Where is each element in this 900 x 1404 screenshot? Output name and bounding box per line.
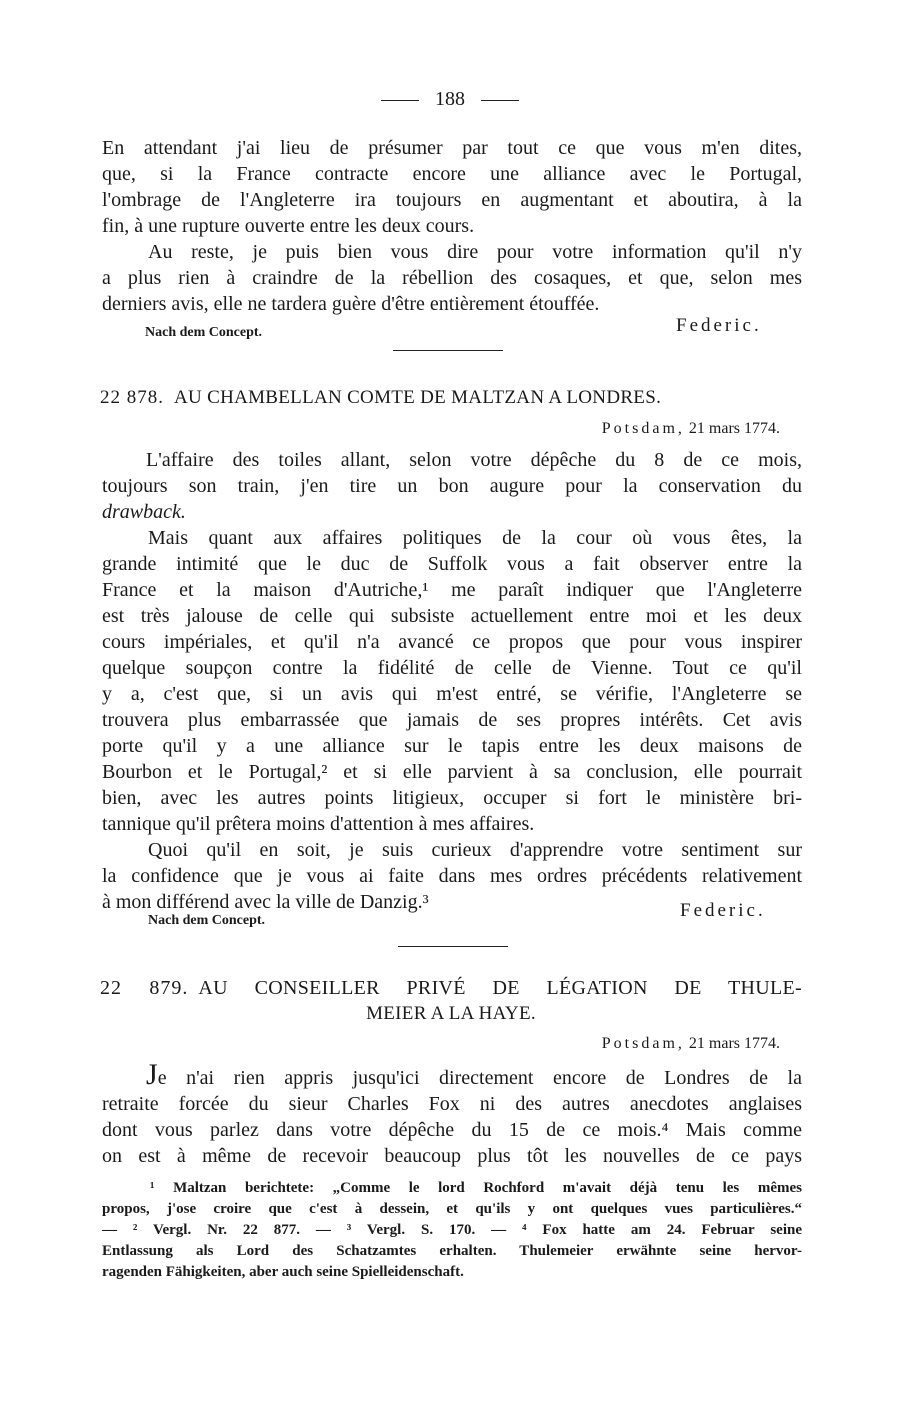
date-text: 21 mars 1774. xyxy=(688,1035,780,1052)
letter-heading: AU CONSEILLER PRIVÉ DE LÉGATION DE THULE- xyxy=(198,977,802,999)
text-line: l'ombrage de l'Angleterre ira toujours en augmentant et aboutira, à la xyxy=(102,189,802,211)
section-divider xyxy=(398,946,508,947)
page-header xyxy=(0,88,900,111)
dateline xyxy=(602,420,780,438)
text-line: France et la maison d'Autriche,¹ me paraît indiquer que l'Angleterre xyxy=(102,579,802,601)
text-line: derniers avis, elle ne tardera guère d'être entièrement étouffée. xyxy=(102,293,600,315)
text-line: cours impériales, et qu'il n'a avancé ce propos que pour vous inspirer xyxy=(102,631,802,653)
italic-term: drawback. xyxy=(102,501,186,523)
text-line: retraite forcée du sieur Charles Fox ni des autres anecdotes anglaises xyxy=(102,1093,802,1115)
text-line: quelque soupçon contre la fidélité de celle de Vienne. Tout ce qu'il xyxy=(102,657,802,679)
letter-heading-line2: MEIER A LA HAYE. xyxy=(366,1003,536,1024)
text-line: Mais quant aux affaires politiques de la cour où vous êtes, la xyxy=(148,527,802,549)
text-line: est très jalouse de celle qui subsiste actuellement entre moi et les deux xyxy=(102,605,802,627)
letter-title xyxy=(100,385,802,410)
text-line: la confidence que je vous ai faite dans mes ordres précédents relativement xyxy=(102,865,802,887)
footnote-line: Entlassung als Lord des Schatzamtes erhalten. Thulemeier erwähnte seine hervor- xyxy=(102,1243,802,1259)
text-line: En attendant j'ai lieu de présumer par tout ce que vous m'en dites, xyxy=(102,137,802,159)
text-line xyxy=(102,499,802,525)
signature: Federic. xyxy=(680,900,766,921)
header-dash-right xyxy=(481,100,519,101)
text-line: fin, à une rupture ouverte entre les deux cours. xyxy=(102,215,475,237)
dateline xyxy=(602,1035,780,1053)
title-line xyxy=(100,975,802,1001)
date-place: Potsdam, xyxy=(601,420,685,437)
header-dash-left xyxy=(381,100,419,101)
text-line: grande intimité que le duc de Suffolk vous a fait observer entre la xyxy=(102,553,802,575)
text-line: L'affaire des toiles allant, selon votre dépêche du 8 de ce mois, xyxy=(146,449,802,471)
text-line: Quoi qu'il en soit, je suis curieux d'apprendre votre sentiment sur xyxy=(148,839,802,861)
text-line: bien, avec les autres points litigieux, occuper si fort le ministère bri- xyxy=(102,787,802,809)
footnote-line: propos, j'ose croire que c'est à dessein, et qu'ils y ont quelques vues particulières.“ xyxy=(102,1201,802,1217)
letter-heading: AU CHAMBELLAN COMTE DE MALTZAN A LONDRES. xyxy=(174,387,662,408)
letter-body xyxy=(102,447,802,915)
text-line: dont vous parlez dans votre dépêche du 15 de ce mois.⁴ Mais comme xyxy=(102,1119,802,1141)
footnote-line: ragenden Fähigkeiten, aber auch seine Spielleidenschaft. xyxy=(102,1264,464,1280)
source-note: Nach dem Concept. xyxy=(148,913,266,928)
text-line: trouvera plus embarrassée que jamais de ses propres intérêts. Cet avis xyxy=(102,709,802,731)
text-line: Au reste, je puis bien vous dire pour votre information qu'il n'y xyxy=(148,241,802,263)
footnote-line: ¹ Maltzan berichtete: „Comme le lord Rochford m'avait déjà tenu les mêmes xyxy=(150,1180,802,1196)
letter-number: 22 879. xyxy=(100,977,189,999)
footnote-line: — ² Vergl. Nr. 22 877. — ³ Vergl. S. 170. — ⁴ Fox hatte am 24. Februar seine xyxy=(102,1222,802,1238)
section-divider xyxy=(393,350,503,351)
letter-body xyxy=(102,1058,802,1169)
signature: Federic. xyxy=(676,315,762,336)
page-number: 188 xyxy=(435,88,465,110)
date-text: 21 mars 1774. xyxy=(688,420,780,437)
text-run: e n'ai rien appris jusqu'ici directement encore de Londres de la xyxy=(157,1067,802,1089)
letter-number: 22 878. xyxy=(100,387,164,408)
source-note: Nach dem Concept. xyxy=(145,325,263,340)
text-line: porte qu'il y a une alliance sur le tapis entre les deux maisons de xyxy=(102,735,802,757)
text-line: a plus rien à craindre de la rébellion des cosaques, et que, selon mes xyxy=(102,267,802,289)
date-place: Potsdam, xyxy=(601,1035,685,1052)
text-line: tannique qu'il prêtera moins d'attention à mes affaires. xyxy=(102,813,535,835)
drop-cap: J xyxy=(146,1058,158,1091)
text-line: toujours son train, j'en tire un bon augure pour la conservation du xyxy=(102,475,802,497)
letter-title xyxy=(100,975,802,1026)
text-line: que, si la France contracte encore une alliance avec le Portugal, xyxy=(102,163,802,185)
text-line: Bourbon et le Portugal,² et si elle parvient à sa conclusion, elle pourrait xyxy=(102,761,802,783)
text-line xyxy=(102,1058,802,1091)
text-line: on est à même de recevoir beaucoup plus tôt les nouvelles de ce pays xyxy=(102,1145,802,1167)
continuation-text xyxy=(102,135,802,317)
footnotes xyxy=(102,1178,802,1283)
text-line: à mon différend avec la ville de Danzig.³ xyxy=(102,891,429,913)
text-line: y a, c'est que, si un avis qui m'est entré, se vérifie, l'Angleterre se xyxy=(102,683,802,705)
